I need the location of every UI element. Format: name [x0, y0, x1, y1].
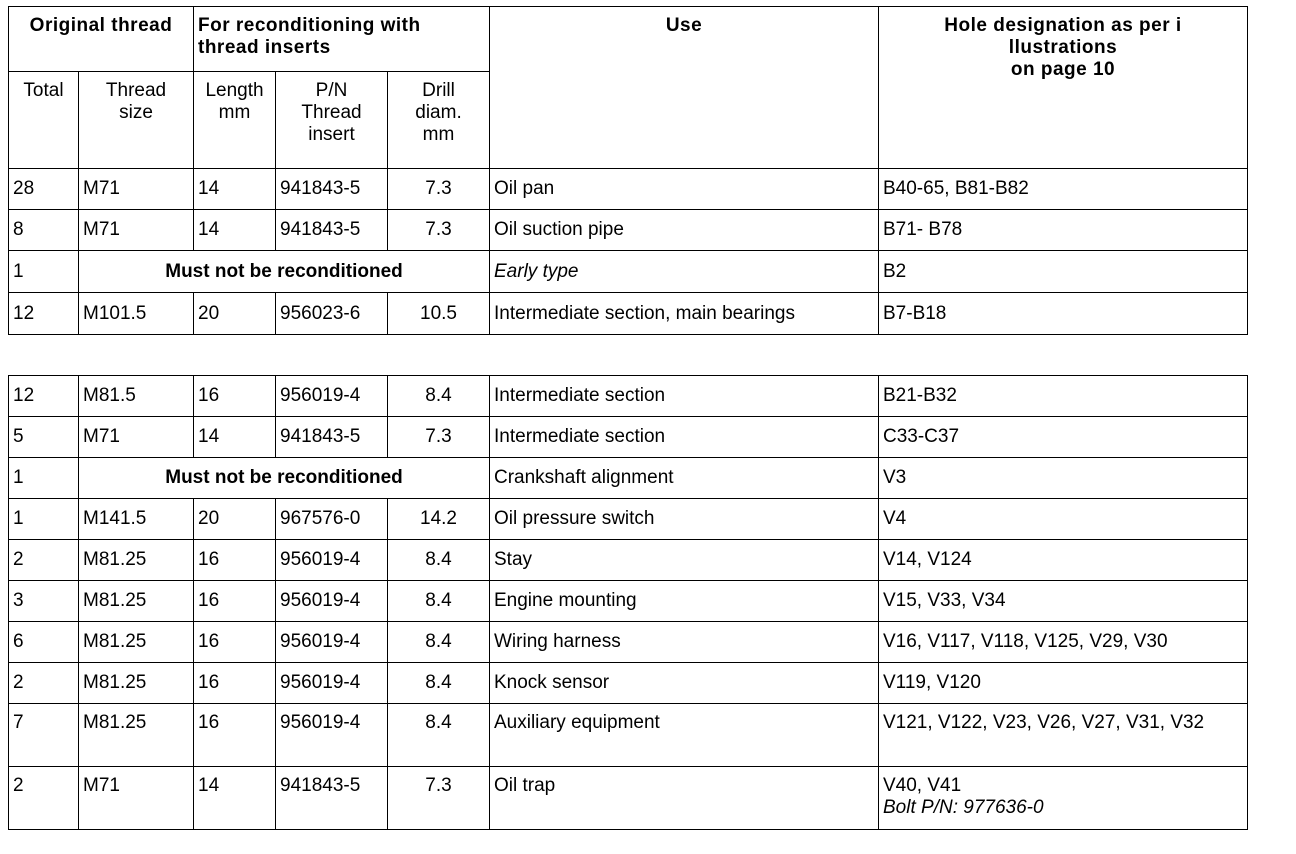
- cell-drill: 8.4: [388, 704, 490, 767]
- cell-length: 16: [194, 622, 276, 663]
- cell-use: Intermediate section: [490, 376, 879, 417]
- cell-holes: V16, V117, V118, V125, V29, V30: [879, 622, 1248, 663]
- cell-length: 16: [194, 704, 276, 767]
- cell-holes: V121, V122, V23, V26, V27, V31, V32: [879, 704, 1248, 767]
- cell-drill: 8.4: [388, 376, 490, 417]
- cell-total: 5: [9, 417, 79, 458]
- cell-thread-size: M71: [79, 417, 194, 458]
- header-thread-size: Thread size: [79, 72, 194, 169]
- cell-pn: 967576-0: [276, 499, 388, 540]
- table-row: [9, 251, 1248, 293]
- cell-pn: 941843-5: [276, 767, 388, 830]
- cell-use: Oil trap: [490, 767, 879, 830]
- cell-length: 14: [194, 417, 276, 458]
- cell-holes: B7-B18: [879, 293, 1248, 335]
- cell-drill: 8.4: [388, 540, 490, 581]
- cell-drill: 14.2: [388, 499, 490, 540]
- cell-use: Early type: [490, 251, 879, 293]
- cell-total: 1: [9, 499, 79, 540]
- table-row: [9, 376, 1248, 417]
- header-for-reconditioning: For reconditioning with thread inserts: [194, 7, 490, 72]
- cell-thread-size: M81.25: [79, 704, 194, 767]
- cell-holes: C33-C37: [879, 417, 1248, 458]
- cell-total: 2: [9, 540, 79, 581]
- header-pn-thread-insert: P/N Thread insert: [276, 72, 388, 169]
- cell-drill: 8.4: [388, 663, 490, 704]
- cell-drill: 7.3: [388, 169, 490, 210]
- cell-pn: 956019-4: [276, 704, 388, 767]
- cell-pn: 941843-5: [276, 210, 388, 251]
- thread-table-2: [8, 375, 1248, 830]
- cell-use: Engine mounting: [490, 581, 879, 622]
- cell-total: 12: [9, 293, 79, 335]
- cell-holes: V3: [879, 458, 1248, 499]
- header-hole-designation-text: Hole designation as per i llustrations: [944, 15, 1182, 58]
- header-total: Total: [9, 72, 79, 169]
- header-drill-diam: Drill diam. mm: [388, 72, 490, 169]
- cell-use: Intermediate section: [490, 417, 879, 458]
- cell-bolt-pn-note: Bolt P/N: 977636-0: [883, 797, 1044, 818]
- cell-drill: 8.4: [388, 622, 490, 663]
- thread-table-1: [8, 6, 1248, 335]
- cell-holes: B71- B78: [879, 210, 1248, 251]
- cell-length: 14: [194, 767, 276, 830]
- cell-length: 16: [194, 540, 276, 581]
- table-row: [9, 767, 1248, 830]
- cell-pn: 956019-4: [276, 540, 388, 581]
- cell-pn: 941843-5: [276, 169, 388, 210]
- cell-total: 1: [9, 458, 79, 499]
- cell-length: 14: [194, 210, 276, 251]
- cell-drill: 7.3: [388, 210, 490, 251]
- cell-holes: [879, 767, 1248, 830]
- cell-thread-size: M81.25: [79, 622, 194, 663]
- cell-thread-size: M81.25: [79, 663, 194, 704]
- cell-use: Auxiliary equipment: [490, 704, 879, 767]
- cell-use: Wiring harness: [490, 622, 879, 663]
- cell-pn: 956019-4: [276, 581, 388, 622]
- cell-total: 7: [9, 704, 79, 767]
- cell-thread-size: M81.5: [79, 376, 194, 417]
- cell-length: 16: [194, 581, 276, 622]
- cell-holes: B21-B32: [879, 376, 1248, 417]
- cell-total: 1: [9, 251, 79, 293]
- table-row: [9, 581, 1248, 622]
- cell-thread-size: M81.25: [79, 581, 194, 622]
- cell-holes: V14, V124: [879, 540, 1248, 581]
- table-row: [9, 293, 1248, 335]
- cell-total: 2: [9, 767, 79, 830]
- cell-thread-size: M101.5: [79, 293, 194, 335]
- cell-holes: B2: [879, 251, 1248, 293]
- cell-use: Oil pressure switch: [490, 499, 879, 540]
- cell-drill: 7.3: [388, 767, 490, 830]
- cell-thread-size: M71: [79, 210, 194, 251]
- table-row: [9, 458, 1248, 499]
- cell-thread-size: M81.25: [79, 540, 194, 581]
- table-row: [9, 499, 1248, 540]
- cell-length: 16: [194, 376, 276, 417]
- table-row: [9, 210, 1248, 251]
- cell-thread-size: M141.5: [79, 499, 194, 540]
- table-row: [9, 540, 1248, 581]
- header-use: Use: [490, 7, 879, 169]
- header-hole-designation-page: on page 10: [1010, 59, 1116, 80]
- cell-total: 6: [9, 622, 79, 663]
- cell-total: 28: [9, 169, 79, 210]
- cell-total: 3: [9, 581, 79, 622]
- cell-pn: 956019-4: [276, 376, 388, 417]
- header-length: Length mm: [194, 72, 276, 169]
- cell-total: 2: [9, 663, 79, 704]
- cell-thread-size: M71: [79, 767, 194, 830]
- cell-use: Crankshaft alignment: [490, 458, 879, 499]
- table-row: [9, 663, 1248, 704]
- header-original-thread: Original thread: [9, 7, 194, 72]
- cell-not-reconditioned: Must not be reconditioned: [79, 251, 490, 293]
- cell-use: Stay: [490, 540, 879, 581]
- cell-holes: V4: [879, 499, 1248, 540]
- cell-pn: 956019-4: [276, 622, 388, 663]
- table-row: [9, 417, 1248, 458]
- cell-use: Oil suction pipe: [490, 210, 879, 251]
- cell-length: 16: [194, 663, 276, 704]
- cell-length: 14: [194, 169, 276, 210]
- cell-total: 12: [9, 376, 79, 417]
- cell-pn: 956019-4: [276, 663, 388, 704]
- cell-holes: V119, V120: [879, 663, 1248, 704]
- table-row: [9, 169, 1248, 210]
- cell-holes: V15, V33, V34: [879, 581, 1248, 622]
- table-row: [9, 704, 1248, 767]
- cell-holes-value: V40, V41: [883, 775, 962, 796]
- cell-drill: 8.4: [388, 581, 490, 622]
- cell-drill: 10.5: [388, 293, 490, 335]
- header-hole-designation: [879, 7, 1248, 169]
- cell-thread-size: M71: [79, 169, 194, 210]
- cell-pn: 956023-6: [276, 293, 388, 335]
- cell-not-reconditioned: Must not be reconditioned: [79, 458, 490, 499]
- cell-length: 20: [194, 499, 276, 540]
- cell-drill: 7.3: [388, 417, 490, 458]
- cell-holes: B40-65, B81-B82: [879, 169, 1248, 210]
- cell-pn: 941843-5: [276, 417, 388, 458]
- cell-use: Intermediate section, main bearings: [490, 293, 879, 335]
- cell-use: Knock sensor: [490, 663, 879, 704]
- cell-length: 20: [194, 293, 276, 335]
- table-row: [9, 622, 1248, 663]
- cell-use: Oil pan: [490, 169, 879, 210]
- header-row-1: [9, 7, 1248, 72]
- cell-total: 8: [9, 210, 79, 251]
